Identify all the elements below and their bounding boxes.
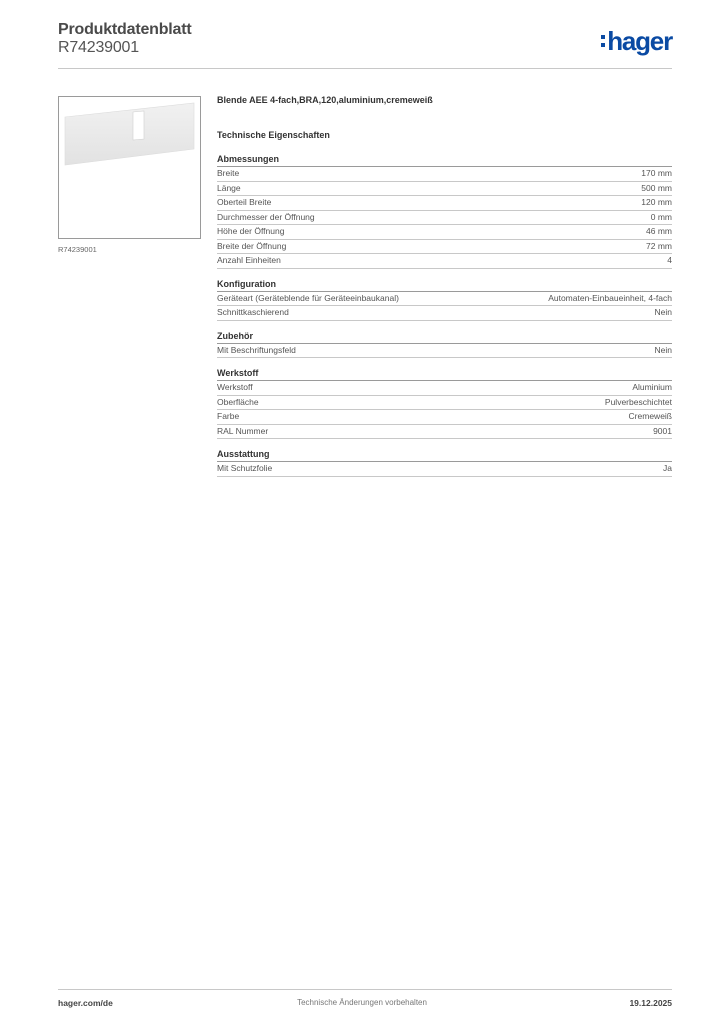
footer-divider — [58, 989, 672, 990]
property-value: Cremeweiß — [628, 411, 672, 421]
group-title: Werkstoff — [217, 368, 672, 381]
property-row — [217, 211, 672, 226]
product-name: Blende AEE 4-fach,BRA,120,aluminium,cremeweiß — [217, 95, 433, 105]
property-row — [217, 396, 672, 411]
product-image — [58, 96, 201, 239]
property-label: Mit Beschriftungsfeld — [217, 344, 296, 355]
property-value: 9001 — [653, 425, 672, 436]
property-label: Anzahl Einheiten — [217, 255, 281, 265]
property-label: Farbe — [217, 411, 240, 421]
footer-note: Technische Änderungen vorbehalten — [297, 998, 427, 1007]
property-label: Höhe der Öffnung — [217, 226, 285, 236]
property-value: 46 mm — [646, 226, 672, 236]
header-divider — [58, 68, 672, 69]
property-group — [217, 279, 672, 321]
footer-date: 19.12.2025 — [629, 998, 672, 1008]
property-value: Automaten-Einbaueinheit, 4-fach — [548, 292, 672, 303]
property-row — [217, 410, 672, 425]
property-value: 120 mm — [641, 197, 672, 207]
property-value: Pulverbeschichtet — [604, 396, 672, 407]
logo-text: hager — [607, 26, 672, 56]
property-row — [217, 462, 672, 477]
image-caption: R74239001 — [58, 245, 97, 254]
property-row — [217, 167, 672, 182]
property-group — [217, 449, 672, 477]
property-label: Schnittkaschierend — [217, 307, 289, 317]
property-group — [217, 154, 672, 269]
properties-content — [217, 95, 672, 477]
group-title: Ausstattung — [217, 449, 672, 462]
article-number: R74239001 — [58, 39, 139, 56]
property-row — [217, 306, 672, 321]
property-value: 72 mm — [646, 240, 672, 251]
property-value: 170 mm — [641, 168, 672, 178]
footer-website: hager.com/de — [58, 998, 113, 1008]
property-group — [217, 331, 672, 359]
property-label: Breite — [217, 168, 240, 178]
logo-dots-icon — [601, 35, 605, 51]
property-row — [217, 292, 672, 307]
group-title: Zubehör — [217, 331, 672, 344]
property-label: Länge — [217, 182, 241, 193]
property-label: Breite der Öffnung — [217, 240, 287, 251]
product-panel-illustration — [59, 97, 200, 238]
property-label: Durchmesser der Öffnung — [217, 211, 315, 222]
property-row — [217, 225, 672, 240]
property-label: Mit Schutzfolie — [217, 463, 273, 473]
section-title: Technische Eigenschaften — [217, 130, 330, 140]
property-value: Ja — [663, 463, 672, 473]
property-value: 500 mm — [641, 182, 672, 193]
property-label: Werkstoff — [217, 382, 253, 392]
property-group — [217, 368, 672, 439]
property-row — [217, 196, 672, 211]
property-row — [217, 240, 672, 255]
property-row — [217, 381, 672, 396]
hager-logo — [607, 26, 672, 57]
property-value: 4 — [667, 255, 672, 265]
property-label: Oberfläche — [217, 396, 259, 407]
property-row — [217, 344, 672, 359]
property-value: Nein — [654, 344, 672, 355]
group-title: Abmessungen — [217, 154, 672, 167]
property-label: Geräteart (Geräteblende für Geräteeinbaukanal) — [217, 292, 399, 303]
property-value: Aluminium — [632, 382, 672, 392]
property-row — [217, 254, 672, 269]
property-value: 0 mm — [650, 211, 672, 222]
property-value: Nein — [654, 307, 672, 317]
page-title: Produktdatenblatt — [58, 21, 192, 38]
property-label: Oberteil Breite — [217, 197, 272, 207]
property-row — [217, 182, 672, 197]
group-title: Konfiguration — [217, 279, 672, 292]
property-row — [217, 425, 672, 440]
property-label: RAL Nummer — [217, 425, 269, 436]
property-groups — [217, 154, 672, 477]
